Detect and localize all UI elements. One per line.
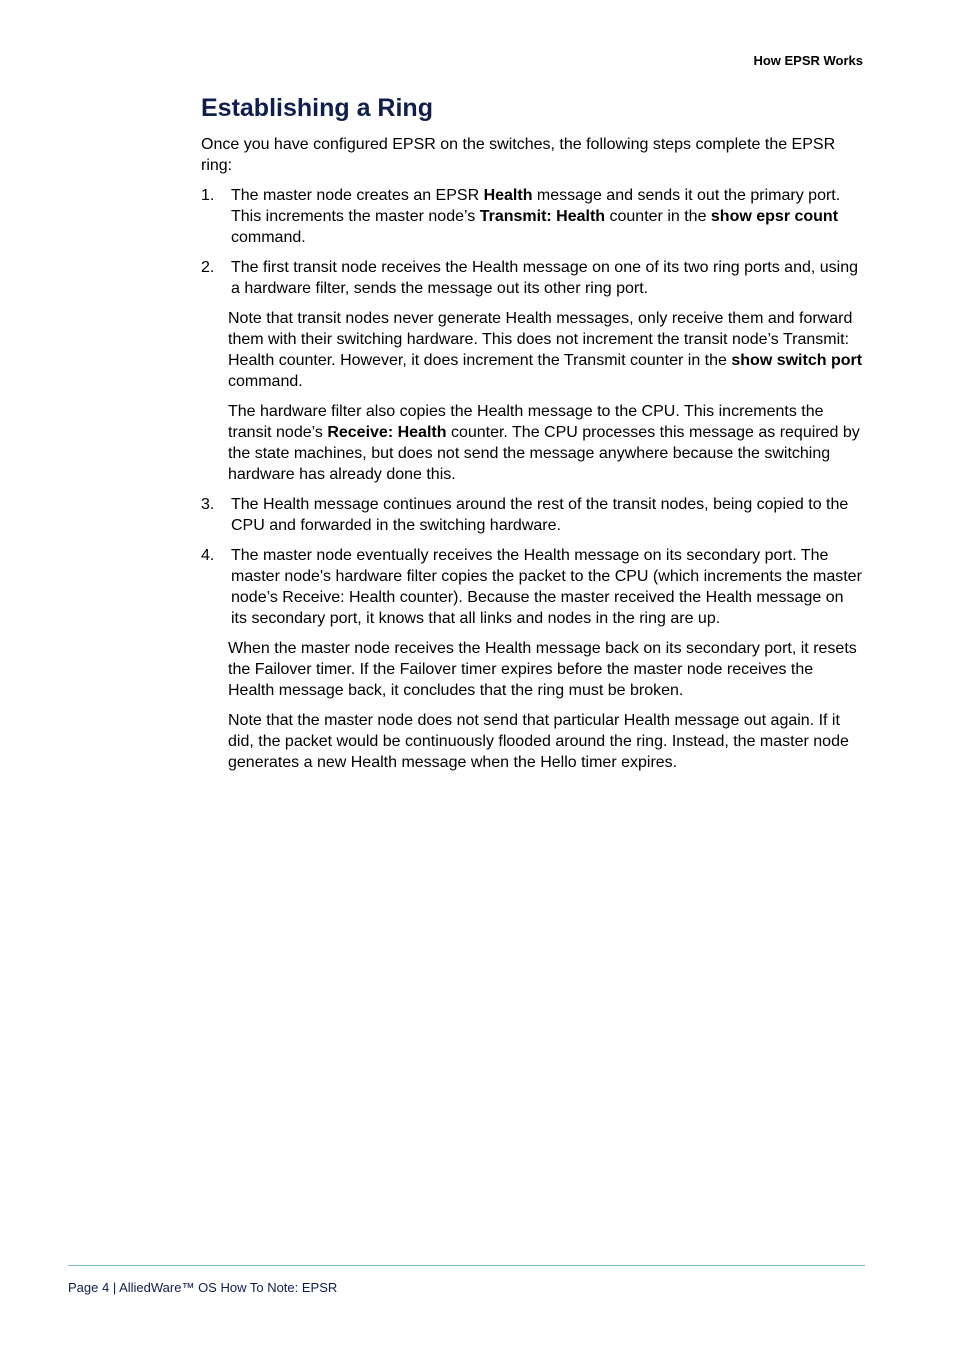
note-paragraph-2 [228,401,863,485]
step-text: The Health message continues around the rest of the transit nodes, being copied to the CPU and forwarded in the switching hardware. [231,496,849,534]
step-1 [201,185,863,248]
note-paragraph-3: When the master node receives the Health message back on its secondary port, it resets the Failover timer. If the Failover timer expires before the master node receives the Health message back, it concludes that the ring must be broken. [228,640,857,699]
note-paragraph-4: Note that the master node does not send that particular Health message out again. If it did, the packet would be continuously flooded around the ring. Instead, the master node generates a new Health message when the Hello timer expires. [228,712,849,771]
step-number: 2. [201,259,215,276]
note-text: command. [228,373,303,390]
step-number: 1. [201,187,215,204]
footer-divider [68,1265,865,1266]
bold-term: Health [483,187,533,204]
page-footer: Page 4 | AlliedWare™ OS How To Note: EPSR [68,1280,338,1295]
step-text: The master node eventually receives the Health message on its secondary port. The master node's hardware filter copies the packet to the CPU (which increments the master node’s Receive: Health counter). Because the master received the Health message on its secondary port, it knows that all links and nodes in the ring are up. [231,547,862,627]
bold-term: Transmit: Health [479,208,606,225]
step-2 [201,257,863,299]
note-text: counter. The CPU processes this message as required by the state machines, but does not send the message anywhere because the switching hardware has already done this. [228,424,860,483]
section-title: Establishing a Ring [201,94,433,122]
step-text: The first transit node receives the Health message on one of its two ring ports and, using a hardware filter, sends the message out its other ring port. [231,259,858,297]
step-text: message and sends it out the primary port. This increments the master node’s [231,187,841,225]
note-paragraph-1 [228,308,863,392]
step-text: counter in the [605,208,711,225]
step-number: 3. [201,496,215,513]
step-text: command. [231,229,306,246]
running-header: How EPSR Works [753,53,863,68]
bold-term: Receive: Health [327,424,447,441]
step-3 [201,494,863,536]
command-name: show switch port [731,352,863,369]
intro-paragraph: Once you have configured EPSR on the switches, the following steps complete the EPSR ring: [201,136,836,174]
page-content [201,92,863,782]
step-text: The master node creates an EPSR [231,187,484,204]
command-name: show epsr count [710,208,839,225]
step-4 [201,545,863,629]
note-text: The hardware filter also copies the Health message to the CPU. This increments the transit node’s [228,403,824,441]
note-text: Note that transit nodes never generate Health messages, only receive them and forward them with their switching hardware. This does not increment the transit node’s Transmit: Health counter. However, it does increment the Transmit counter in the [228,310,853,369]
step-number: 4. [201,547,215,564]
